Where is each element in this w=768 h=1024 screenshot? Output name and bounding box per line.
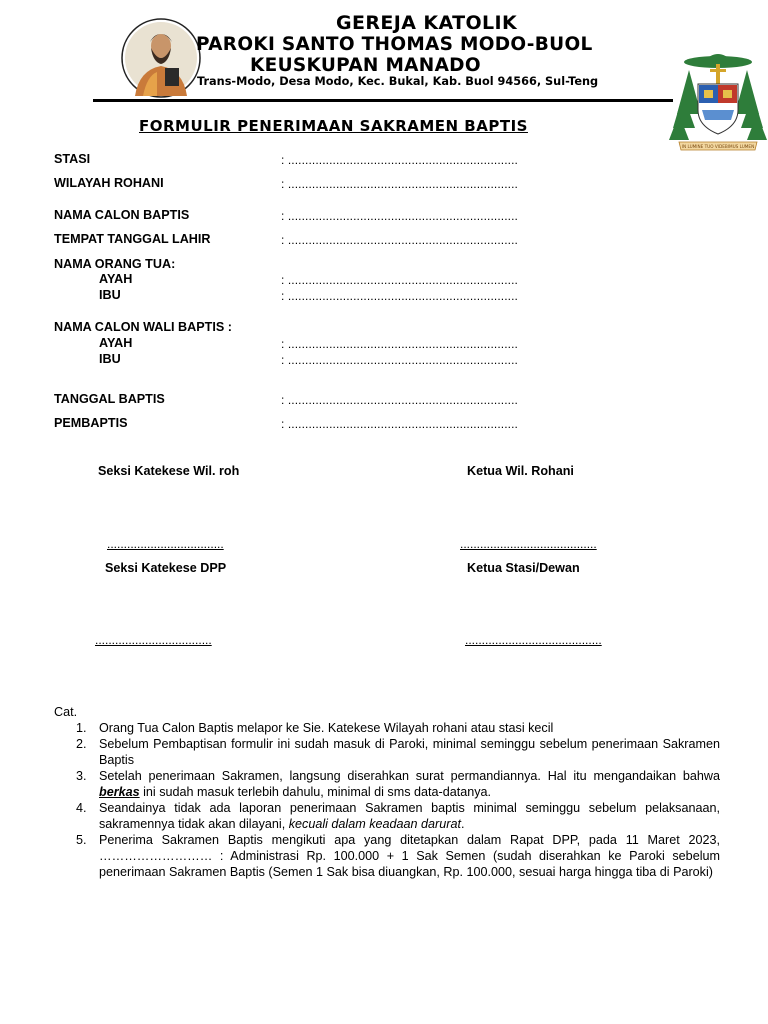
- blank-wilayah-rohani[interactable]: : ...................................................................: [281, 177, 518, 191]
- label-ayah: AYAH: [99, 272, 133, 286]
- bishop-coat-of-arms-icon: [669, 44, 767, 154]
- label-wilayah-rohani: WILAYAH ROHANI: [54, 176, 164, 190]
- blank-wali-ayah[interactable]: : ...................................................................: [281, 337, 518, 351]
- saint-thomas-portrait-icon: [121, 18, 201, 98]
- notes-heading: Cat.: [54, 705, 78, 719]
- signature-line-ketua-stasi[interactable]: .........................................: [465, 633, 602, 647]
- signatory-seksi-katekese-wil: Seksi Katekese Wil. roh: [98, 464, 240, 478]
- blank-tanggal-baptis[interactable]: : ...................................................................: [281, 393, 518, 407]
- signature-line-ketua-wil[interactable]: .........................................: [460, 537, 597, 551]
- label-wali-ayah: AYAH: [99, 336, 133, 350]
- signature-line-seksi-wil[interactable]: ...................................: [107, 537, 224, 551]
- label-pembaptis: PEMBAPTIS: [54, 416, 128, 430]
- label-stasi: STASI: [54, 152, 91, 166]
- crest-motto: IN LUMINE TUO VIDEBIMUS LUMEN: [681, 144, 755, 149]
- note-item: 3. Setelah penerimaan Sakramen, langsung diserahkan surat permandiannya. Hal itu mengandaikan bahwa berkas ini sudah masuk terlebih dahulu, minimal di sms data-datanya.: [76, 769, 720, 799]
- label-nama-orang-tua: NAMA ORANG TUA:: [54, 257, 176, 271]
- parish-address: Trans-Modo, Desa Modo, Kec. Bukal, Kab. Buol 94566, Sul-Teng: [197, 75, 599, 88]
- blank-tempat-tanggal-lahir[interactable]: : ...................................................................: [281, 233, 518, 247]
- blank-ayah[interactable]: : ...................................................................: [281, 273, 518, 287]
- signatory-seksi-katekese-dpp: Seksi Katekese DPP: [105, 561, 227, 575]
- blank-stasi[interactable]: : ...................................................................: [281, 153, 518, 167]
- signatory-ketua-stasi: Ketua Stasi/Dewan: [467, 561, 580, 575]
- note-item: 5. Penerima Sakramen Baptis mengikuti apa yang ditetapkan dalam Rapat DPP, pada 11 Maret 2023, ……………………… : Administrasi Rp. 100.000 + 1 Sak Semen (sudah diserahkan ke Paroki sebelum penerimaan Sakramen Baptis (Semen 1 Sak bisa diuangkan, Rp. 100.000, sesuai harga hingga tiba di Paroki): [76, 833, 720, 879]
- label-nama-calon-wali: NAMA CALON WALI BAPTIS :: [54, 320, 232, 334]
- form-title: FORMULIR PENERIMAAN SAKRAMEN BAPTIS: [139, 117, 528, 135]
- header-divider: [93, 99, 673, 102]
- label-nama-calon-baptis: NAMA CALON BAPTIS: [54, 208, 190, 222]
- note-item: 4. Seandainya tidak ada laporan penerimaan Sakramen baptis minimal seminggu sebelum pelaksanaan, sakramennya tidak akan dilayani, kecuali dalam keadaan darurat.: [76, 801, 720, 831]
- church-name: GEREJA KATOLIK: [336, 12, 518, 34]
- notes-list: [54, 720, 720, 880]
- label-tempat-tanggal-lahir: TEMPAT TANGGAL LAHIR: [54, 232, 211, 246]
- parish-name: PAROKI SANTO THOMAS MODO-BUOL: [196, 34, 593, 55]
- label-ibu: IBU: [99, 288, 121, 302]
- diocese-name: KEUSKUPAN MANADO: [250, 55, 481, 76]
- blank-wali-ibu[interactable]: : ...................................................................: [281, 353, 518, 367]
- blank-ibu[interactable]: : ...................................................................: [281, 289, 518, 303]
- blank-nama-calon-baptis[interactable]: : ...................................................................: [281, 209, 518, 223]
- signatory-ketua-wil-rohani: Ketua Wil. Rohani: [467, 464, 574, 478]
- signature-line-seksi-dpp[interactable]: ...................................: [95, 633, 212, 647]
- note-item: 1. Orang Tua Calon Baptis melapor ke Sie. Katekese Wilayah rohani atau stasi kecil: [76, 721, 554, 735]
- note-item: 2. Sebelum Pembaptisan formulir ini sudah masuk di Paroki, minimal seminggu sebelum penerimaan Sakramen Baptis: [76, 737, 720, 767]
- label-tanggal-baptis: TANGGAL BAPTIS: [54, 392, 165, 406]
- blank-pembaptis[interactable]: : ...................................................................: [281, 417, 518, 431]
- label-wali-ibu: IBU: [99, 352, 121, 366]
